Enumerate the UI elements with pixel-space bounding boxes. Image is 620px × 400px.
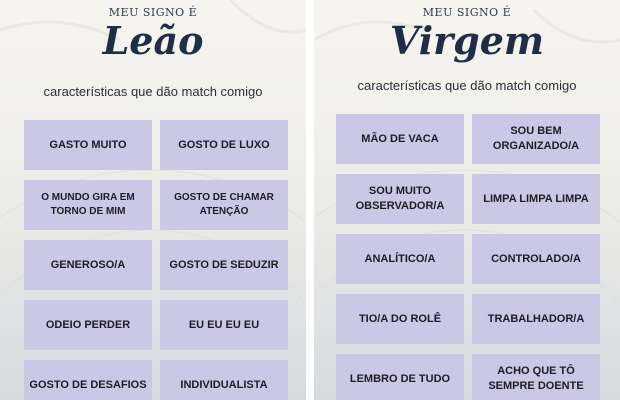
trait-row	[24, 240, 288, 290]
trait-card: EU EU EU EU	[160, 300, 288, 350]
trait-card: MÃO DE VACA	[336, 114, 464, 164]
trait-card: GOSTO DE CHAMAR ATENÇÃO	[160, 180, 288, 230]
trait-row	[336, 174, 600, 224]
trait-card: O MUNDO GIRA EM TORNO DE MIM	[24, 180, 152, 230]
subtitle: características que dão match comigo	[357, 78, 577, 93]
trait-card: ACHO QUE TÔ SEMPRE DOENTE	[472, 354, 600, 400]
trait-card: SOU MUITO OBSERVADOR/A	[336, 174, 464, 224]
trait-row	[24, 180, 288, 230]
sign-title: Virgem	[389, 18, 545, 63]
trait-card: GOSTO DE DESAFIOS	[24, 360, 152, 400]
trait-grid	[336, 114, 600, 400]
trait-card: LIMPA LIMPA LIMPA	[472, 174, 600, 224]
trait-card: GOSTO DE SEDUZIR	[160, 240, 288, 290]
leao-panel	[0, 0, 306, 400]
trait-row	[336, 354, 600, 400]
trait-row	[336, 234, 600, 284]
trait-card: GASTO MUITO	[24, 120, 152, 170]
trait-card: ANALÍTICO/A	[336, 234, 464, 284]
trait-card: GENEROSO/A	[24, 240, 152, 290]
trait-row	[336, 114, 600, 164]
trait-card: GOSTO DE LUXO	[160, 120, 288, 170]
virgem-panel	[314, 0, 620, 400]
sign-kicker: MEU SIGNO É	[422, 6, 512, 19]
subtitle: características que dão match comigo	[43, 84, 263, 99]
trait-grid	[24, 120, 288, 400]
trait-card: TRABALHADOR/A	[472, 294, 600, 344]
panel-divider	[306, 0, 314, 400]
sign-title: Leão	[102, 18, 204, 63]
trait-card: ODEIO PERDER	[24, 300, 152, 350]
trait-card: CONTROLADO/A	[472, 234, 600, 284]
sign-kicker: MEU SIGNO É	[108, 6, 198, 19]
trait-card: LEMBRO DE TUDO	[336, 354, 464, 400]
trait-row	[24, 300, 288, 350]
trait-row	[24, 120, 288, 170]
trait-card: INDIVIDUALISTA	[160, 360, 288, 400]
trait-card: SOU BEM ORGANIZADO/A	[472, 114, 600, 164]
trait-row	[336, 294, 600, 344]
trait-card: TIO/A DO ROLÊ	[336, 294, 464, 344]
trait-row	[24, 360, 288, 400]
